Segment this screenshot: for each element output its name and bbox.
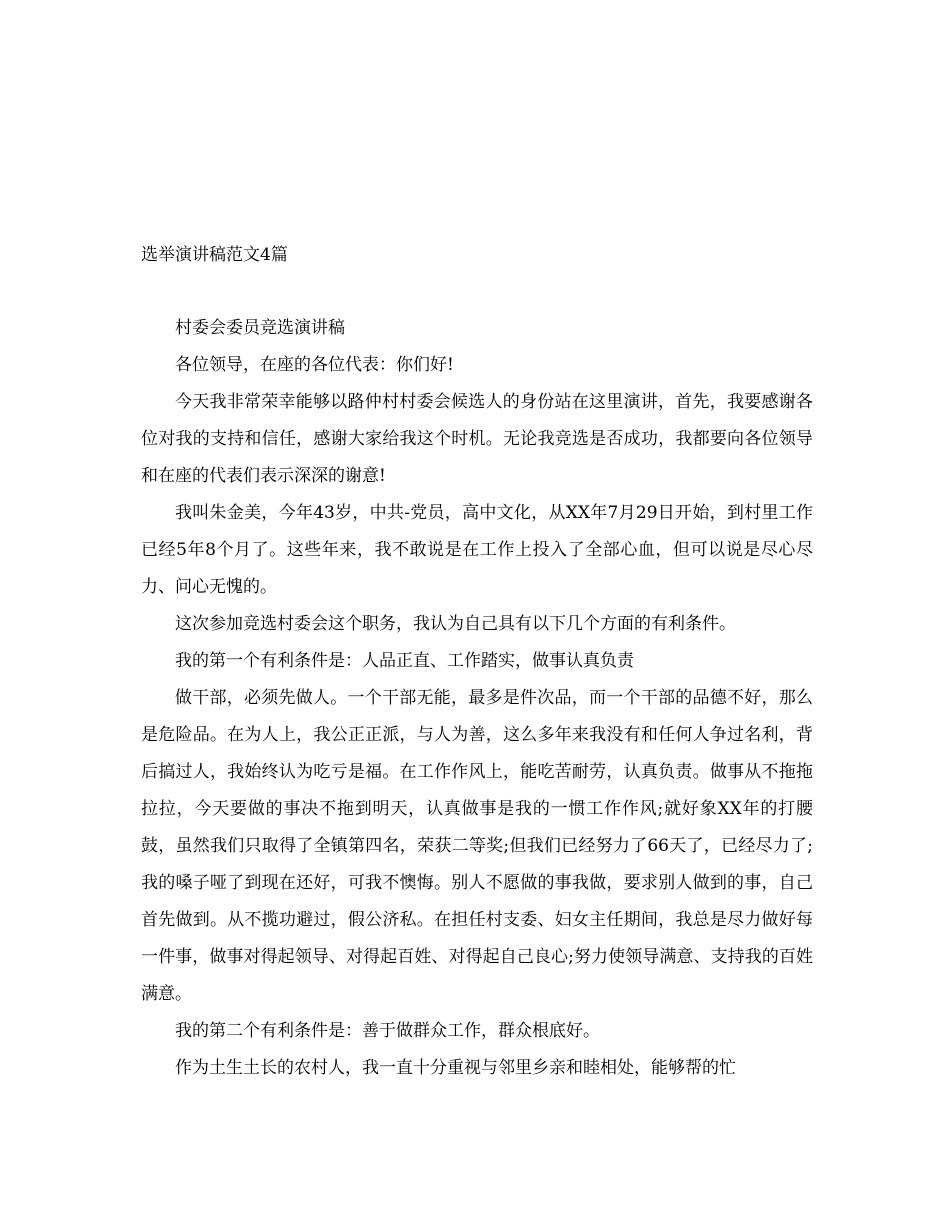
section-heading-paragraph: 我的第二个有利条件是：善于做群众工作，群众根底好。 (175, 1021, 600, 1041)
body-paragraph: 这次参加竞选村委会这个职务，我认为自己具有以下几个方面的有利条件。 (175, 614, 736, 634)
document-title: 选举演讲稿范文4篇 (141, 245, 288, 265)
document-body (141, 310, 813, 1087)
salutation-paragraph: 各位领导，在座的各位代表：你们好! (175, 355, 454, 375)
section-heading-paragraph: 我的第一个有利条件是：人品正直、工作踏实，做事认真负责 (175, 651, 634, 671)
speech-heading: 村委会委员竞选演讲稿 (175, 318, 345, 338)
body-paragraph: 今天我非常荣幸能够以路仲村村委会候选人的身份站在这里演讲，首先，我要感谢各位对我的支持和信任，感谢大家给我这个时机。无论我竞选是否成功，我都要向各位领导和在座的代表们表示深深的谢意! (141, 392, 813, 486)
body-paragraph: 我叫朱金美，今年43岁，中共-党员，高中文化，从XX年7月29日开始，到村里工作已经5年8个月了。这些年来，我不敢说是在工作上投入了全部心血，但可以说是尽心尽力、问心无愧的。 (141, 503, 813, 597)
body-paragraph: 做干部，必须先做人。一个干部无能，最多是件次品，而一个干部的品德不好，那么是危险品。在为人上，我公正正派，与人为善，这么多年来我没有和任何人争过名利，背后搞过人，我始终认为吃亏是福。在工作作风上，能吃苦耐劳，认真负责。做事从不拖拖拉拉，今天要做的事决不拖到明天，认真做事是我的一惯工作作风;就好象XX年的打腰鼓，虽然我们只取得了全镇第四名，荣获二等奖;但我们已经努力了66天了，已经尽力了;我的嗓子哑了到现在还好，可我不懊悔。别人不愿做的事我做，要求别人做到的事，自己首先做到。从不揽功避过，假公济私。在担任村支委、妇女主任期间，我总是尽力做好每一件事，做事对得起领导、对得起百姓、对得起自己良心;努力使领导满意、支持我的百姓满意。 (141, 688, 813, 1004)
body-paragraph: 作为土生土长的农村人，我一直十分重视与邻里乡亲和睦相处，能够帮的忙 (175, 1058, 736, 1078)
